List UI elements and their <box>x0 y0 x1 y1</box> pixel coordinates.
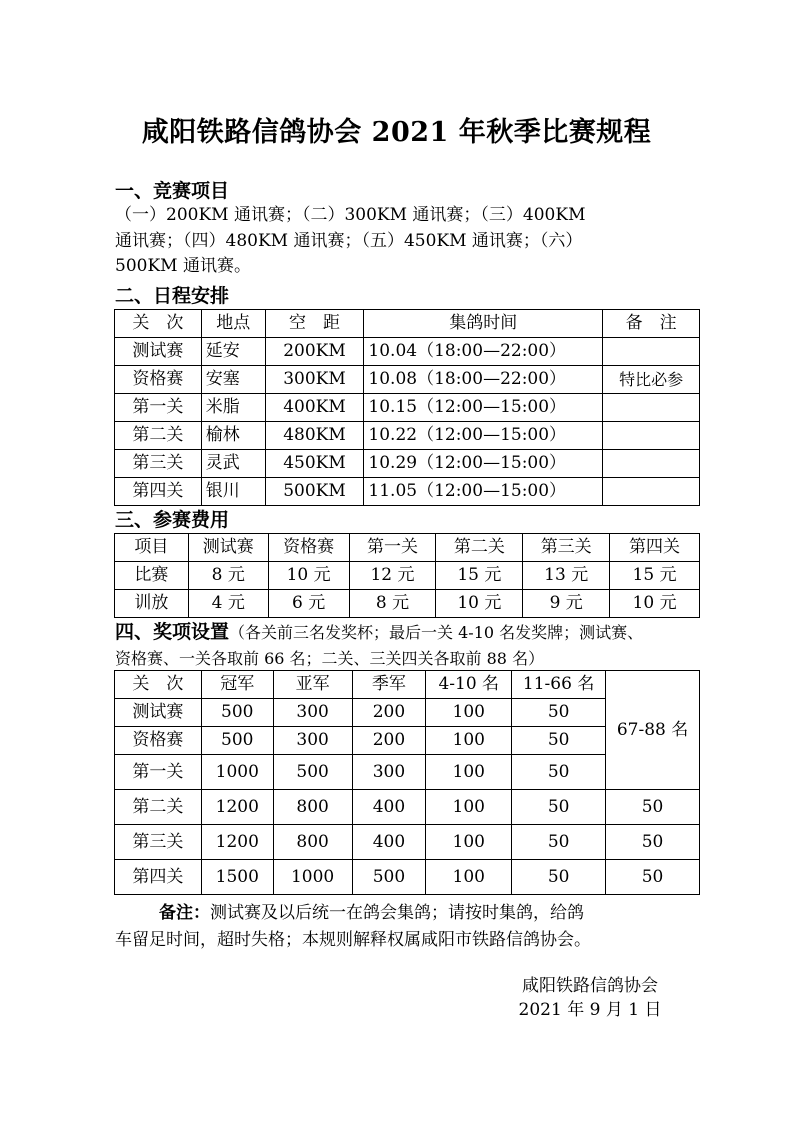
cell <box>603 338 700 366</box>
header-cell: 资格赛 <box>268 534 349 562</box>
cell: 10.04（18:00—22:00） <box>364 338 603 366</box>
cell: 资格赛 <box>115 366 202 394</box>
cell: 第二关 <box>115 790 202 825</box>
cell: 第一关 <box>115 755 202 790</box>
cell: 100 <box>426 699 512 727</box>
table-row <box>115 338 700 366</box>
fees-table <box>114 533 700 618</box>
cell: 10 元 <box>268 562 349 590</box>
cell: 500 <box>273 755 352 790</box>
cell: 11.05（12:00—15:00） <box>364 478 603 506</box>
cell <box>603 450 700 478</box>
cell: 9 元 <box>523 590 610 618</box>
cell: 安塞 <box>201 366 265 394</box>
cell: 特比必参 <box>603 366 700 394</box>
cell: 200KM <box>265 338 364 366</box>
cell: 10.08（18:00—22:00） <box>364 366 603 394</box>
cell: 500 <box>352 860 426 895</box>
cell: 50 <box>606 825 700 860</box>
table-row <box>115 394 700 422</box>
cell: 50 <box>512 825 606 860</box>
header-cell: 空 距 <box>265 310 364 338</box>
section-2-heading: 二、日程安排 <box>115 285 230 307</box>
cell: 300KM <box>265 366 364 394</box>
note-paragraph <box>115 900 705 954</box>
cell: 4 元 <box>188 590 268 618</box>
cell: 测试赛 <box>115 699 202 727</box>
note-text-line1: 测试赛及以后统一在鸽会集鸽；请按时集鸽，给鸽 <box>210 903 584 923</box>
cell: 1200 <box>201 790 273 825</box>
header-cell: 地点 <box>201 310 265 338</box>
document-title: 咸阳铁路信鸽协会 2021 年秋季比赛规程 <box>141 117 652 148</box>
cell: 800 <box>273 825 352 860</box>
header-cell: 季军 <box>352 671 426 699</box>
cell: 比赛 <box>115 562 189 590</box>
table-row <box>115 790 700 825</box>
cell: 50 <box>606 860 700 895</box>
cell: 300 <box>273 727 352 755</box>
cell: 第三关 <box>115 450 202 478</box>
section-4-desc-line2: 资格赛、一关各取前 66 名；二关、三关四关各取前 88 名） <box>115 649 545 668</box>
table-row <box>115 450 700 478</box>
cell: 1000 <box>273 860 352 895</box>
table-row <box>115 590 700 618</box>
cell: 200 <box>352 699 426 727</box>
section-4-intro <box>115 619 705 672</box>
cell: 100 <box>426 825 512 860</box>
cell: 米脂 <box>201 394 265 422</box>
cell: 第一关 <box>115 394 202 422</box>
cell: 50 <box>512 699 606 727</box>
cell: 12 元 <box>349 562 436 590</box>
header-cell: 备 注 <box>603 310 700 338</box>
cell: 资格赛 <box>115 727 202 755</box>
table-row <box>115 860 700 895</box>
cell: 延安 <box>201 338 265 366</box>
header-cell: 关 次 <box>115 310 202 338</box>
section-1-heading: 一、竞赛项目 <box>115 180 230 202</box>
table-row <box>115 478 700 506</box>
cell: 400 <box>352 825 426 860</box>
cell: 第四关 <box>115 860 202 895</box>
cell: 1200 <box>201 825 273 860</box>
section-4-desc: （各关前三名发奖杯；最后一关 4-10 名发奖牌；测试赛、 <box>229 623 644 642</box>
cell: 300 <box>352 755 426 790</box>
schedule-table <box>114 309 700 506</box>
cell: 50 <box>512 755 606 790</box>
section-1-body <box>115 203 705 280</box>
cell: 灵武 <box>201 450 265 478</box>
cell: 50 <box>512 790 606 825</box>
cell: 400 <box>352 790 426 825</box>
cell: 6 元 <box>268 590 349 618</box>
cell: 480KM <box>265 422 364 450</box>
prizes-table <box>114 670 700 895</box>
cell: 8 元 <box>349 590 436 618</box>
cell: 500KM <box>265 478 364 506</box>
header-cell: 亚军 <box>273 671 352 699</box>
cell: 第四关 <box>115 478 202 506</box>
header-cell: 4-10 名 <box>426 671 512 699</box>
cell: 第三关 <box>115 825 202 860</box>
section-3-heading: 三、参赛费用 <box>115 509 230 531</box>
cell <box>603 478 700 506</box>
cell: 100 <box>426 727 512 755</box>
table-header-row <box>115 534 700 562</box>
cell: 500 <box>201 699 273 727</box>
cell: 100 <box>426 860 512 895</box>
signature-block <box>500 974 680 1022</box>
cell: 10.22（12:00—15:00） <box>364 422 603 450</box>
cell: 15 元 <box>610 562 700 590</box>
header-cell: 第一关 <box>349 534 436 562</box>
cell: 300 <box>273 699 352 727</box>
cell: 50 <box>512 860 606 895</box>
header-cell: 第四关 <box>610 534 700 562</box>
table-header-row <box>115 671 700 699</box>
header-cell: 项目 <box>115 534 189 562</box>
header-cell: 11-66 名 <box>512 671 606 699</box>
table-row <box>115 422 700 450</box>
merged-cell-67-88: 67-88 名 <box>606 671 700 790</box>
cell: 10.29（12:00—15:00） <box>364 450 603 478</box>
cell: 100 <box>426 755 512 790</box>
header-cell: 冠军 <box>201 671 273 699</box>
cell <box>603 422 700 450</box>
table-header-row <box>115 310 700 338</box>
cell: 8 元 <box>188 562 268 590</box>
cell: 13 元 <box>523 562 610 590</box>
cell: 450KM <box>265 450 364 478</box>
header-cell: 第二关 <box>436 534 523 562</box>
header-cell: 关 次 <box>115 671 202 699</box>
section-1-line: 通讯赛；（四）480KM 通讯赛；（五）450KM 通讯赛；（六） <box>115 230 583 251</box>
table-row <box>115 366 700 394</box>
cell: 1500 <box>201 860 273 895</box>
section-1-line: （一）200KM 通讯赛；（二）300KM 通讯赛；（三）400KM <box>115 205 586 225</box>
signature-date: 2021 年 9 月 1 日 <box>518 1000 662 1020</box>
cell: 500 <box>201 727 273 755</box>
cell: 200 <box>352 727 426 755</box>
cell: 50 <box>512 727 606 755</box>
header-cell: 集鸽时间 <box>364 310 603 338</box>
cell: 银川 <box>201 478 265 506</box>
cell: 800 <box>273 790 352 825</box>
cell: 榆林 <box>201 422 265 450</box>
cell: 训放 <box>115 590 189 618</box>
cell: 10 元 <box>610 590 700 618</box>
table-row <box>115 562 700 590</box>
section-4-heading: 四、奖项设置 <box>115 621 230 643</box>
header-cell: 测试赛 <box>188 534 268 562</box>
cell: 10 元 <box>436 590 523 618</box>
cell: 15 元 <box>436 562 523 590</box>
cell: 测试赛 <box>115 338 202 366</box>
cell: 10.15（12:00—15:00） <box>364 394 603 422</box>
cell: 50 <box>606 790 700 825</box>
header-cell: 第三关 <box>523 534 610 562</box>
cell <box>603 394 700 422</box>
cell: 400KM <box>265 394 364 422</box>
cell: 第二关 <box>115 422 202 450</box>
cell: 1000 <box>201 755 273 790</box>
note-label: 备注： <box>159 903 210 923</box>
section-1-line: 500KM 通讯赛。 <box>115 256 251 276</box>
cell: 100 <box>426 790 512 825</box>
note-text-line2: 车留足时间，超时失格；本规则解释权属咸阳市铁路信鸽协会。 <box>115 930 591 950</box>
signature-org: 咸阳铁路信鸽协会 <box>522 976 658 996</box>
table-row <box>115 825 700 860</box>
